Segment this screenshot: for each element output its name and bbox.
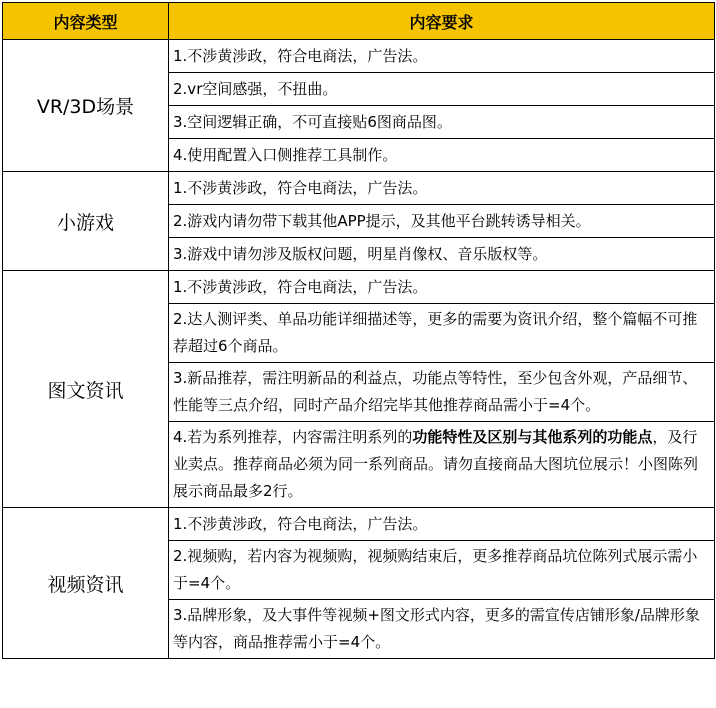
requirement-cell: 3.空间逻辑正确，不可直接贴6图商品图。 xyxy=(169,106,715,139)
header-row xyxy=(3,3,715,40)
header-content-requirements: 内容要求 xyxy=(169,3,715,40)
requirement-cell: 1.不涉黄涉政，符合电商法，广告法。 xyxy=(169,172,715,205)
requirement-cell: 2.达人测评类、单品功能详细描述等，更多的需要为资讯介绍，整个篇幅不可推荐超过6个商品。 xyxy=(169,304,715,363)
requirement-cell: 1.不涉黄涉政，符合电商法，广告法。 xyxy=(169,40,715,73)
requirement-text: 4.若为系列推荐，内容需注明系列的 xyxy=(173,428,413,446)
requirement-cell: 3.游戏中请勿涉及版权问题，明星肖像权、音乐版权等。 xyxy=(169,238,715,271)
header-content-type: 内容类型 xyxy=(3,3,169,40)
content-type-article: 图文资讯 xyxy=(3,271,169,508)
content-type-vr3d: VR/3D场景 xyxy=(3,40,169,172)
requirement-cell: 3.品牌形象，及大事件等视频+图文形式内容，更多的需宣传店铺形象/品牌形象等内容，商品推荐需小于=4个。 xyxy=(169,600,715,659)
table-row xyxy=(3,508,715,541)
requirement-bold-text: 功能特性及区别与其他系列的功能点 xyxy=(412,428,653,446)
requirement-cell: 4.使用配置入口侧推荐工具制作。 xyxy=(169,139,715,172)
requirement-cell: 1.不涉黄涉政，符合电商法，广告法。 xyxy=(169,508,715,541)
requirement-cell: 3.新品推荐，需注明新品的利益点，功能点等特性，至少包含外观，产品细节、性能等三点介绍，同时产品介绍完毕其他推荐商品需小于=4个。 xyxy=(169,363,715,422)
content-requirements-table xyxy=(2,2,715,659)
table-row xyxy=(3,172,715,205)
requirement-cell xyxy=(169,422,715,508)
requirement-cell: 2.vr空间感强，不扭曲。 xyxy=(169,73,715,106)
requirement-cell: 1.不涉黄涉政，符合电商法，广告法。 xyxy=(169,271,715,304)
requirement-cell: 2.游戏内请勿带下载其他APP提示，及其他平台跳转诱导相关。 xyxy=(169,205,715,238)
table-row xyxy=(3,271,715,304)
requirement-text: ，及行业卖点。推荐商品必须为同一系列商品。请勿直接商品大图坑位展示！小图陈列展示商品最多2行。 xyxy=(173,428,699,500)
content-type-minigame: 小游戏 xyxy=(3,172,169,271)
requirement-cell: 2.视频购，若内容为视频购，视频购结束后，更多推荐商品坑位陈列式展示需小于=4个。 xyxy=(169,541,715,600)
content-type-video: 视频资讯 xyxy=(3,508,169,659)
table-row xyxy=(3,40,715,73)
